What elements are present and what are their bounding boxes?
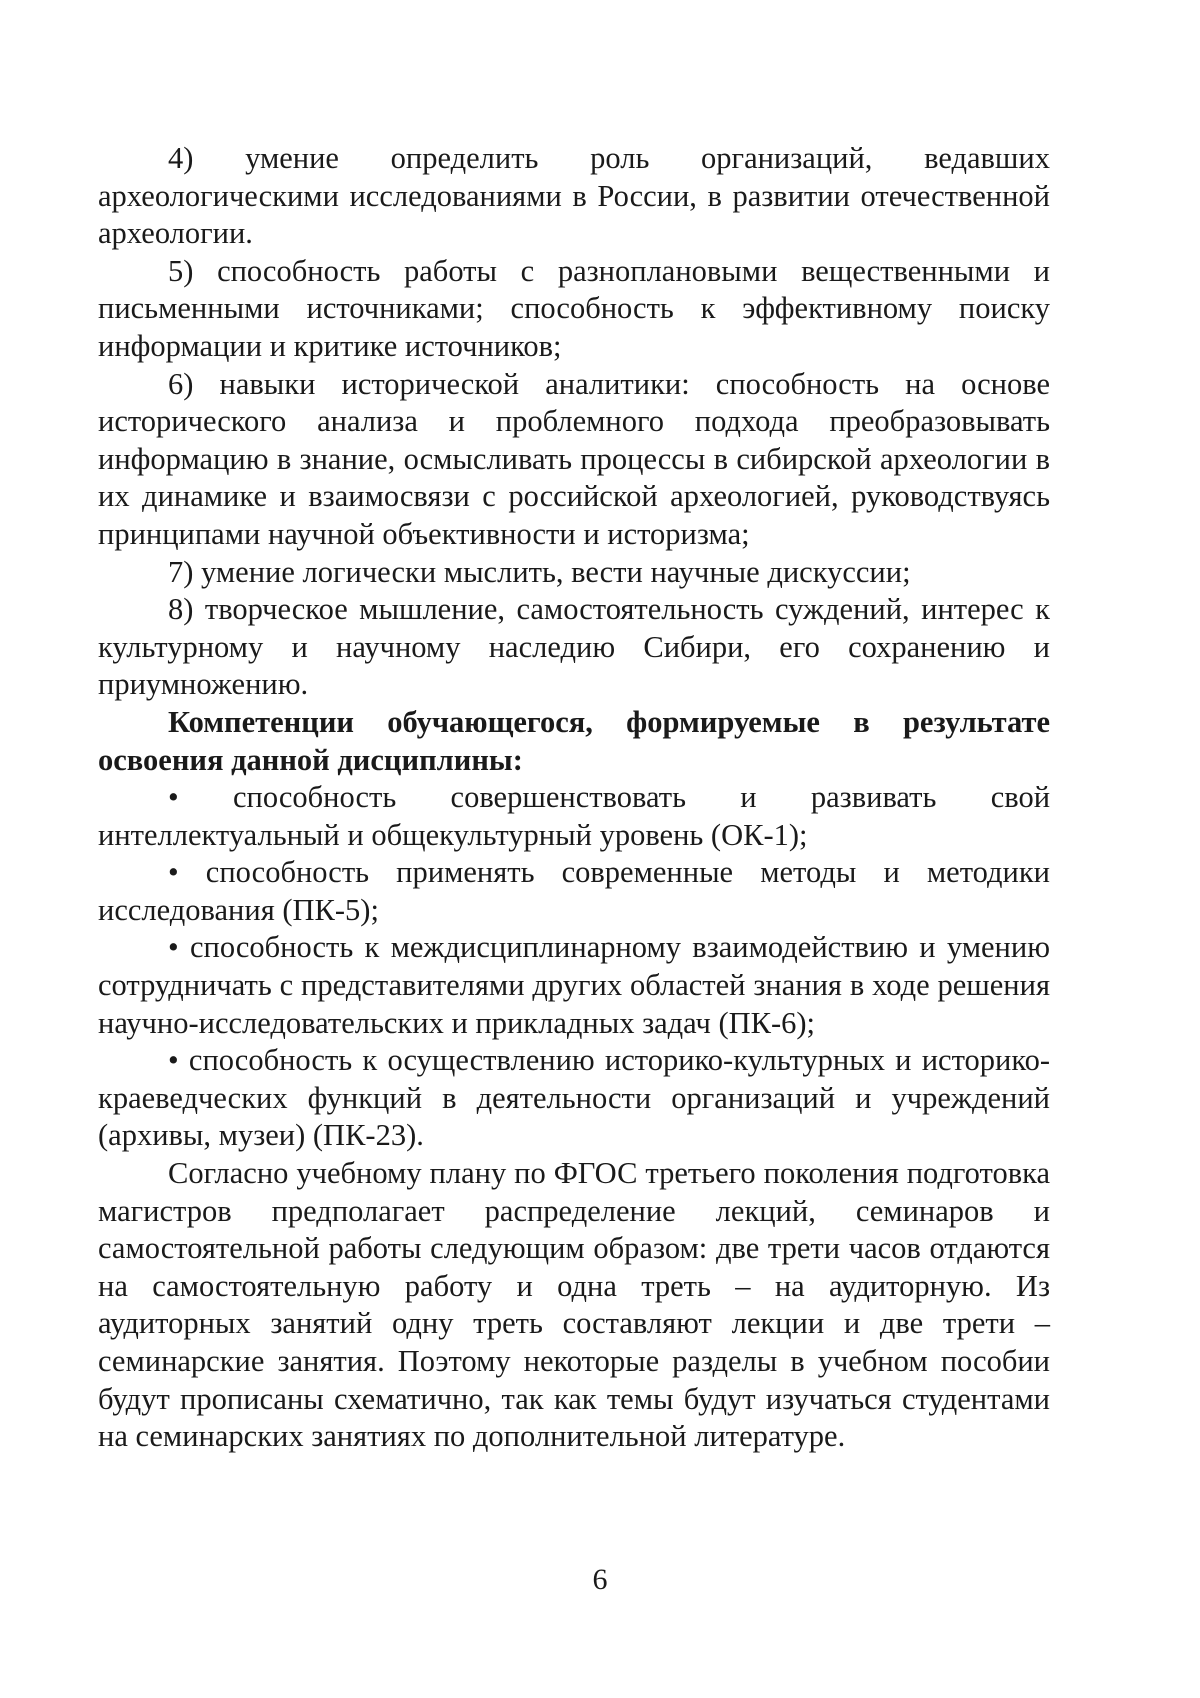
- list-item-7: 7) умение логически мыслить, вести научные дискуссии;: [168, 554, 911, 589]
- competency-text: способность к осуществлению историко-культурных и историко-краеведческих функций в деятельности организаций и учреждений (архивы, музеи) (ПК-23).: [98, 1043, 1051, 1153]
- competency-item-ok1: [98, 779, 1050, 854]
- page-body: [98, 140, 1050, 1456]
- competency-item-pk6: [98, 929, 1050, 1042]
- competency-text: способность совершенствовать и развивать свой интеллектуальный и общекультурный уровень (ОК-1);: [98, 780, 1051, 852]
- competency-text: способность применять современные методы и методики исследования (ПК-5);: [98, 855, 1050, 927]
- bullet-icon: •: [168, 1043, 179, 1078]
- list-item-5: 5) способность работы с разноплановыми вещественными и письменными источниками; способность к эффективному поиску информации и критике источников;: [98, 253, 1050, 363]
- page-number: 6: [592, 1563, 608, 1596]
- competencies-heading: Компетенции обучающегося, формируемые в результате освоения данной дисциплины:: [98, 704, 1050, 777]
- competency-text: способность к междисциплинарному взаимодействию и умению сотрудничать с представителями других областей знания в ходе решения научно-исследовательских и прикладных задач (ПК-6);: [98, 930, 1050, 1040]
- list-item-8: 8) творческое мышление, самостоятельность суждений, интерес к культурному и научному наследию Сибири, его сохранению и приумножению.: [98, 592, 1050, 702]
- list-item-6: 6) навыки исторической аналитики: способность на основе исторического анализа и проблемного подхода преобразовывать информацию в знание, осмысливать процессы в сибирской археологии в их динамике и взаимосвязи с российской археологией, руководствуясь принципами научной объективности и историзма;: [98, 366, 1050, 551]
- competency-item-pk23: [98, 1042, 1050, 1155]
- bullet-icon: •: [168, 780, 179, 815]
- competency-item-pk5: [98, 854, 1050, 929]
- bullet-icon: •: [168, 855, 179, 890]
- curriculum-paragraph: Согласно учебному плану по ФГОС третьего поколения подготовка магистров предполагает распределение лекций, семинаров и самостоятельной работы следующим образом: две трети часов отдаются на самостоятельную работу и одна треть – на аудиторную. Из аудиторных занятий одну треть составляют лекции и две трети – семинарские занятия. Поэтому некоторые разделы в учебном пособии будут прописаны схематично, так как темы будут изучаться студентами на семинарских занятиях по дополнительной литературе.: [98, 1156, 1050, 1454]
- bullet-icon: •: [168, 930, 179, 965]
- list-item-4: 4) умение определить роль организаций, ведавших археологическими исследованиями в России, в развитии отечественной археологии.: [98, 141, 1050, 251]
